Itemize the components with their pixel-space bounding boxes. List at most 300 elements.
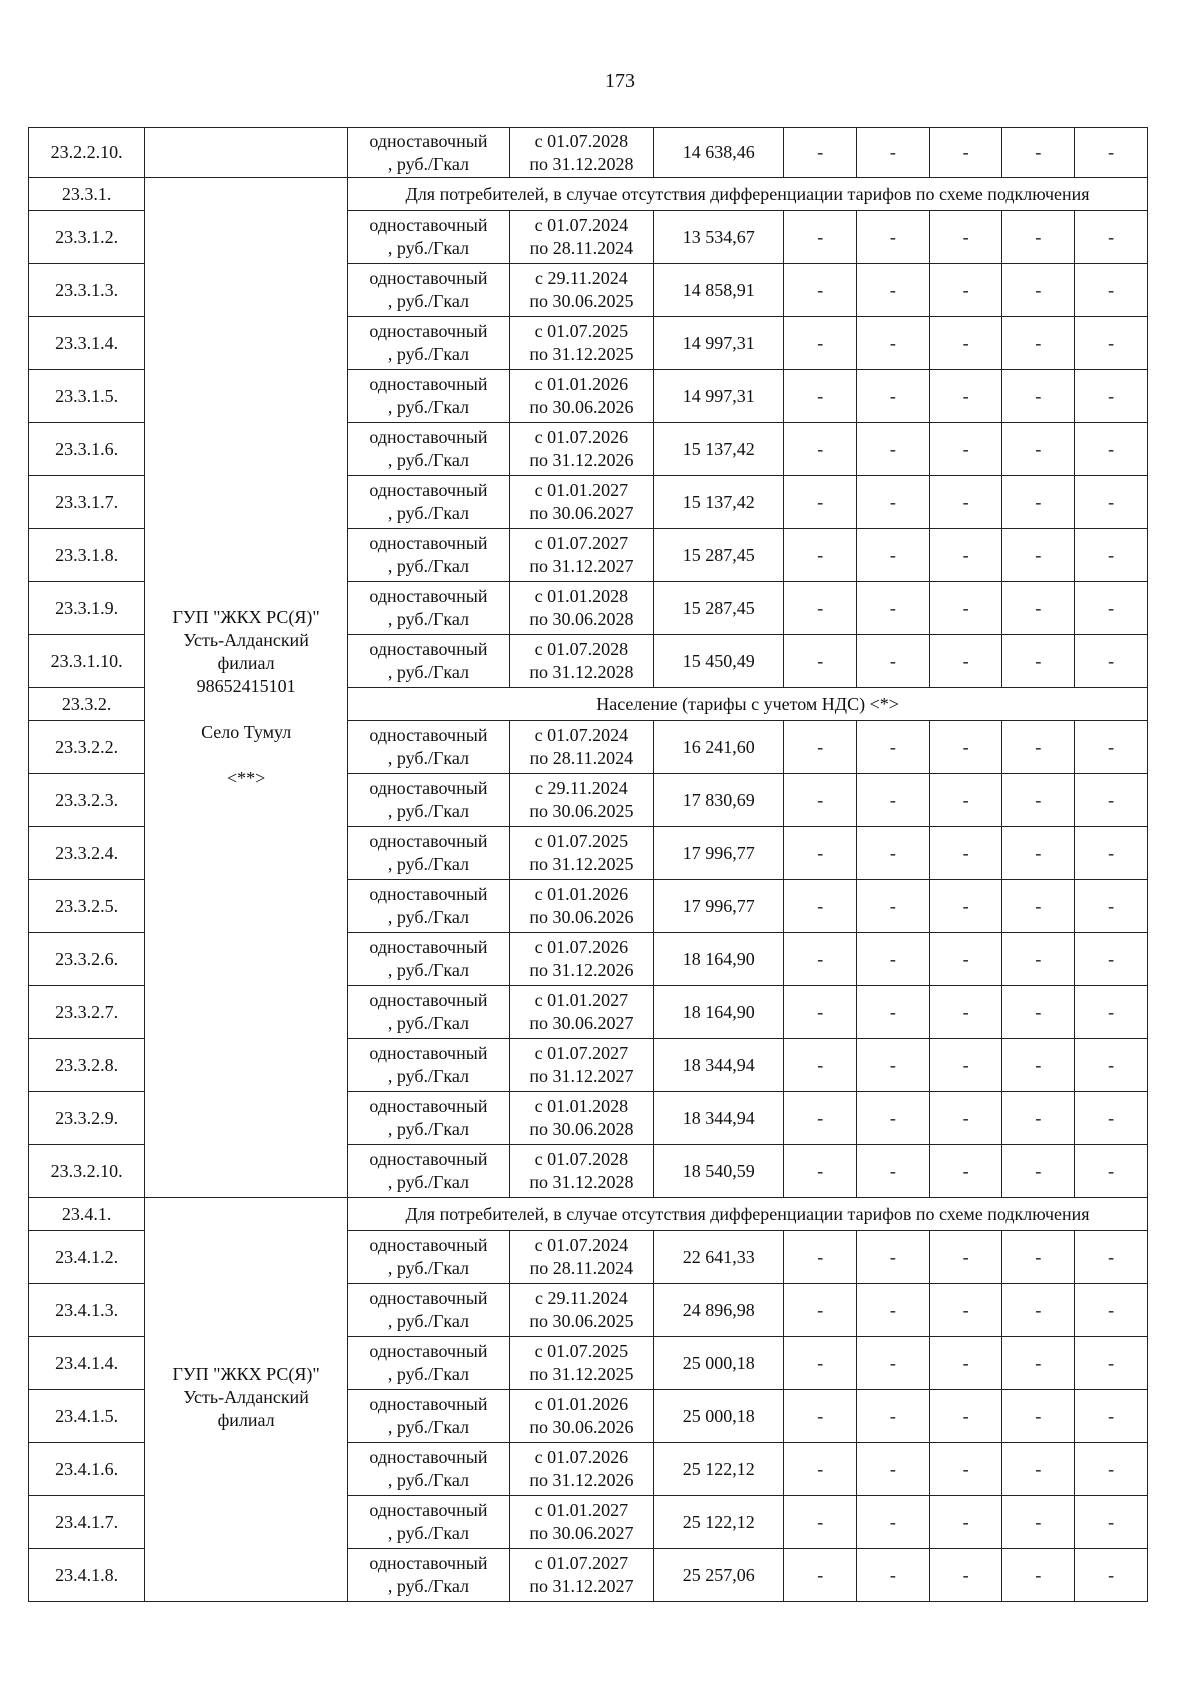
rate-unit: , руб./Гкал	[387, 1119, 470, 1139]
rate-unit: , руб./Гкал	[387, 397, 470, 417]
organization-line2: Усть-Алданский	[183, 1387, 309, 1407]
period-from: с 01.07.2028	[534, 1149, 629, 1169]
dash-cell: -	[929, 317, 1002, 370]
dash-cell: -	[1075, 1231, 1148, 1284]
dash-cell: -	[784, 476, 857, 529]
period-from: с 01.07.2024	[534, 215, 629, 235]
rate-type: одноставочный	[369, 725, 488, 745]
row-number: 23.3.2.3.	[29, 774, 145, 827]
dash-cell: -	[929, 211, 1002, 264]
rate-type-cell	[348, 986, 510, 1039]
dash-cell: -	[929, 635, 1002, 688]
dash-cell: -	[857, 370, 930, 423]
dash-cell: -	[784, 264, 857, 317]
dash-cell: -	[1002, 476, 1075, 529]
rate-type-cell	[348, 370, 510, 423]
period-cell	[509, 582, 653, 635]
period-cell	[509, 1092, 653, 1145]
tariff-value: 13 534,67	[654, 211, 784, 264]
dash-cell: -	[1002, 128, 1075, 178]
rate-type-cell	[348, 880, 510, 933]
row-number: 23.3.1.10.	[29, 635, 145, 688]
dash-cell: -	[1075, 933, 1148, 986]
period-to: по 31.12.2028	[529, 1172, 634, 1192]
dash-cell: -	[1075, 827, 1148, 880]
section-note: Для потребителей, в случае отсутствия дифференциации тарифов по схеме подключения	[348, 178, 1148, 211]
dash-cell: -	[784, 721, 857, 774]
dash-cell: -	[857, 774, 930, 827]
tariff-value: 17 996,77	[654, 880, 784, 933]
dash-cell: -	[1002, 1390, 1075, 1443]
dash-cell: -	[1075, 635, 1148, 688]
dash-cell: -	[1002, 1443, 1075, 1496]
row-number: 23.4.1.5.	[29, 1390, 145, 1443]
row-number: 23.3.2.7.	[29, 986, 145, 1039]
dash-cell: -	[929, 1496, 1002, 1549]
tariff-value: 25 000,18	[654, 1390, 784, 1443]
rate-type-cell	[348, 1092, 510, 1145]
rate-unit: , руб./Гкал	[387, 344, 470, 364]
dash-cell: -	[1075, 986, 1148, 1039]
period-to: по 30.06.2026	[529, 1417, 634, 1437]
dash-cell: -	[784, 211, 857, 264]
rate-type-cell	[348, 1039, 510, 1092]
rate-type-cell	[348, 1337, 510, 1390]
dash-cell: -	[929, 986, 1002, 1039]
tariff-value: 16 241,60	[654, 721, 784, 774]
dash-cell: -	[857, 933, 930, 986]
rate-unit: , руб./Гкал	[387, 1523, 470, 1543]
period-cell	[509, 529, 653, 582]
period-to: по 31.12.2026	[529, 1470, 634, 1490]
period-from: с 01.01.2028	[534, 1096, 629, 1116]
row-number: 23.4.1.4.	[29, 1337, 145, 1390]
tariff-value: 25 257,06	[654, 1549, 784, 1602]
period-to: по 30.06.2028	[529, 609, 634, 629]
period-from: с 01.01.2027	[534, 990, 629, 1010]
dash-cell: -	[929, 370, 1002, 423]
dash-cell: -	[857, 211, 930, 264]
period-from: с 01.07.2027	[534, 1043, 629, 1063]
rate-unit: , руб./Гкал	[387, 748, 470, 768]
period-from: с 01.07.2025	[534, 1341, 629, 1361]
period-from: с 01.01.2027	[534, 1500, 629, 1520]
period-from: с 01.01.2028	[534, 586, 629, 606]
rate-type: одноставочный	[369, 937, 488, 957]
dash-cell: -	[857, 635, 930, 688]
dash-cell: -	[784, 1231, 857, 1284]
period-to: по 31.12.2027	[529, 556, 634, 576]
tariff-value: 18 344,94	[654, 1092, 784, 1145]
dash-cell: -	[857, 423, 930, 476]
dash-cell: -	[929, 264, 1002, 317]
dash-cell: -	[1075, 264, 1148, 317]
dash-cell: -	[1002, 423, 1075, 476]
row-number: 23.4.1.8.	[29, 1549, 145, 1602]
dash-cell: -	[1002, 317, 1075, 370]
dash-cell: -	[929, 1039, 1002, 1092]
period-from: с 01.07.2026	[534, 1447, 629, 1467]
rate-type-cell	[348, 774, 510, 827]
dash-cell: -	[929, 1390, 1002, 1443]
rate-type-cell	[348, 721, 510, 774]
row-number: 23.3.1.4.	[29, 317, 145, 370]
dash-cell: -	[857, 880, 930, 933]
section-number: 23.3.2.	[29, 688, 145, 721]
rate-type-cell	[348, 1549, 510, 1602]
tariff-value: 25 122,12	[654, 1443, 784, 1496]
row-number: 23.3.2.9.	[29, 1092, 145, 1145]
rate-unit: , руб./Гкал	[387, 662, 470, 682]
dash-cell: -	[1002, 880, 1075, 933]
tariff-value: 18 344,94	[654, 1039, 784, 1092]
tariff-value: 18 164,90	[654, 986, 784, 1039]
rate-type-cell	[348, 1496, 510, 1549]
rate-type-cell	[348, 1284, 510, 1337]
dash-cell: -	[1075, 1496, 1148, 1549]
dash-cell: -	[1002, 211, 1075, 264]
tariff-value: 17 830,69	[654, 774, 784, 827]
dash-cell: -	[1075, 1145, 1148, 1198]
rate-type: одноставочный	[369, 215, 488, 235]
dash-cell: -	[1075, 423, 1148, 476]
period-cell	[509, 1231, 653, 1284]
period-from: с 01.01.2027	[534, 480, 629, 500]
organization-line3: филиал	[217, 653, 275, 673]
dash-cell: -	[784, 529, 857, 582]
rate-type: одноставочный	[369, 884, 488, 904]
rate-type: одноставочный	[369, 778, 488, 798]
dash-cell: -	[1075, 1549, 1148, 1602]
period-to: по 31.12.2025	[529, 344, 634, 364]
tariff-value: 14 997,31	[654, 317, 784, 370]
period-to: по 28.11.2024	[529, 1258, 634, 1278]
dash-cell: -	[857, 529, 930, 582]
row-number: 23.3.2.6.	[29, 933, 145, 986]
period-to: по 28.11.2024	[529, 238, 634, 258]
dash-cell: -	[1002, 1231, 1075, 1284]
period-to: по 30.06.2025	[529, 801, 634, 821]
dash-cell: -	[857, 1549, 930, 1602]
rate-type: одноставочный	[369, 639, 488, 659]
dash-cell: -	[1075, 880, 1148, 933]
page-number: 173	[605, 70, 635, 92]
dash-cell: -	[857, 1092, 930, 1145]
dash-cell: -	[1002, 827, 1075, 880]
rate-type: одноставочный	[369, 1447, 488, 1467]
rate-type-cell	[348, 933, 510, 986]
tariff-table	[28, 127, 1148, 1602]
period-from: с 01.07.2028	[534, 130, 629, 151]
dash-cell: -	[929, 1145, 1002, 1198]
period-from: с 29.11.2024	[534, 1288, 628, 1308]
dash-cell: -	[857, 264, 930, 317]
rate-type-cell	[348, 827, 510, 880]
period-to: по 31.12.2027	[529, 1066, 634, 1086]
period-to: по 30.06.2027	[529, 1523, 634, 1543]
dash-cell: -	[857, 1284, 930, 1337]
dash-cell: -	[1002, 933, 1075, 986]
period-to: по 30.06.2025	[529, 1311, 634, 1331]
dash-cell: -	[784, 880, 857, 933]
rate-type: одноставочный	[369, 374, 488, 394]
rate-type: одноставочный	[369, 480, 488, 500]
tariff-value: 18 540,59	[654, 1145, 784, 1198]
section-note: Население (тарифы с учетом НДС) <*>	[348, 688, 1148, 721]
period-cell	[509, 1496, 653, 1549]
rate-unit: , руб./Гкал	[387, 153, 470, 174]
period-from: с 01.07.2024	[534, 1235, 629, 1255]
dash-cell: -	[784, 1496, 857, 1549]
period-to: по 30.06.2026	[529, 397, 634, 417]
dash-cell: -	[857, 1231, 930, 1284]
section-header-row	[29, 1198, 1148, 1231]
dash-cell: -	[857, 1039, 930, 1092]
organization-cell	[145, 128, 348, 178]
rate-unit: , руб./Гкал	[387, 1066, 470, 1086]
row-number: 23.3.1.8.	[29, 529, 145, 582]
tariff-value: 17 996,77	[654, 827, 784, 880]
dash-cell: -	[1002, 582, 1075, 635]
rate-type-cell	[348, 1145, 510, 1198]
period-from: с 01.07.2027	[534, 1553, 629, 1573]
rate-type-cell	[348, 476, 510, 529]
period-to: по 30.06.2026	[529, 907, 634, 927]
period-from: с 29.11.2024	[534, 268, 628, 288]
period-cell	[509, 827, 653, 880]
rate-type: одноставочный	[369, 1235, 488, 1255]
dash-cell: -	[1075, 1443, 1148, 1496]
dash-cell: -	[784, 370, 857, 423]
dash-cell: -	[857, 128, 930, 178]
period-cell	[509, 1145, 653, 1198]
rate-type: одноставочный	[369, 586, 488, 606]
dash-cell: -	[929, 721, 1002, 774]
tariff-value: 25 122,12	[654, 1496, 784, 1549]
period-to: по 31.12.2028	[529, 662, 634, 682]
period-from: с 01.07.2026	[534, 427, 629, 447]
dash-cell: -	[784, 774, 857, 827]
dash-cell: -	[1002, 1039, 1075, 1092]
period-to: по 31.12.2027	[529, 1576, 634, 1596]
period-cell	[509, 933, 653, 986]
dash-cell: -	[929, 1549, 1002, 1602]
period-to: по 28.11.2024	[529, 748, 634, 768]
organization-line1: ГУП "ЖКХ РС(Я)"	[172, 1364, 320, 1384]
period-cell	[509, 1549, 653, 1602]
row-number: 23.4.1.7.	[29, 1496, 145, 1549]
dash-cell: -	[784, 423, 857, 476]
rate-type: одноставочный	[369, 427, 488, 447]
period-cell	[509, 1284, 653, 1337]
dash-cell: -	[784, 1390, 857, 1443]
period-cell	[509, 880, 653, 933]
tariff-value: 15 287,45	[654, 529, 784, 582]
period-cell	[509, 1039, 653, 1092]
rate-unit: , руб./Гкал	[387, 907, 470, 927]
row-number: 23.3.1.9.	[29, 582, 145, 635]
rate-type: одноставочный	[369, 268, 488, 288]
section-number: 23.4.1.	[29, 1198, 145, 1231]
dash-cell: -	[929, 128, 1002, 178]
dash-cell: -	[929, 1443, 1002, 1496]
dash-cell: -	[857, 582, 930, 635]
period-from: с 01.07.2025	[534, 831, 629, 851]
rate-type-cell	[348, 211, 510, 264]
row-number: 23.4.1.3.	[29, 1284, 145, 1337]
period-cell	[509, 1390, 653, 1443]
rate-type: одноставочный	[369, 1394, 488, 1414]
section-number: 23.3.1.	[29, 178, 145, 211]
dash-cell: -	[784, 1443, 857, 1496]
dash-cell: -	[784, 582, 857, 635]
dash-cell: -	[1002, 1496, 1075, 1549]
dash-cell: -	[784, 317, 857, 370]
period-to: по 30.06.2025	[529, 291, 634, 311]
period-to: по 30.06.2027	[529, 503, 634, 523]
period-cell	[509, 128, 653, 178]
dash-cell: -	[784, 1039, 857, 1092]
tariff-value: 22 641,33	[654, 1231, 784, 1284]
row-number: 23.3.2.4.	[29, 827, 145, 880]
dash-cell: -	[857, 1443, 930, 1496]
dash-cell: -	[1002, 635, 1075, 688]
dash-cell: -	[857, 1337, 930, 1390]
rate-type: одноставочный	[369, 1288, 488, 1308]
period-cell	[509, 721, 653, 774]
row-number: 23.4.1.6.	[29, 1443, 145, 1496]
period-cell	[509, 211, 653, 264]
rate-unit: , руб./Гкал	[387, 801, 470, 821]
row-number: 23.3.2.5.	[29, 880, 145, 933]
period-cell	[509, 986, 653, 1039]
dash-cell: -	[929, 1092, 1002, 1145]
period-to: по 31.12.2026	[529, 960, 634, 980]
dash-cell: -	[784, 128, 857, 178]
row-number: 23.4.1.2.	[29, 1231, 145, 1284]
dash-cell: -	[1075, 370, 1148, 423]
tariff-value: 15 137,42	[654, 476, 784, 529]
period-to: по 31.12.2025	[529, 854, 634, 874]
period-to: по 31.12.2025	[529, 1364, 634, 1384]
rate-unit: , руб./Гкал	[387, 450, 470, 470]
dash-cell: -	[784, 1092, 857, 1145]
dash-cell: -	[784, 1284, 857, 1337]
dash-cell: -	[929, 827, 1002, 880]
rate-unit: , руб./Гкал	[387, 556, 470, 576]
dash-cell: -	[1002, 1549, 1075, 1602]
organization-line5: Село Тумул	[201, 722, 292, 742]
rate-type: одноставочный	[369, 1096, 488, 1116]
period-from: с 01.07.2026	[534, 937, 629, 957]
period-from: с 01.07.2028	[534, 639, 629, 659]
organization-line4: 98652415101	[196, 676, 296, 696]
row-number: 23.3.1.2.	[29, 211, 145, 264]
period-cell	[509, 1443, 653, 1496]
period-from: с 01.01.2026	[534, 884, 629, 904]
dash-cell: -	[1075, 128, 1148, 178]
dash-cell: -	[929, 529, 1002, 582]
organization-line2: Усть-Алданский	[183, 630, 309, 650]
tariff-value: 14 997,31	[654, 370, 784, 423]
rate-unit: , руб./Гкал	[387, 609, 470, 629]
rate-type-cell	[348, 1390, 510, 1443]
dash-cell: -	[929, 476, 1002, 529]
dash-cell: -	[929, 1231, 1002, 1284]
rate-type-cell	[348, 529, 510, 582]
rate-type: одноставочный	[369, 1553, 488, 1573]
dash-cell: -	[857, 721, 930, 774]
dash-cell: -	[784, 1145, 857, 1198]
dash-cell: -	[1075, 1337, 1148, 1390]
period-to: по 30.06.2028	[529, 1119, 634, 1139]
rate-type: одноставочный	[369, 130, 488, 151]
rate-type-cell	[348, 423, 510, 476]
dash-cell: -	[1075, 317, 1148, 370]
rate-type: одноставочный	[369, 1500, 488, 1520]
tariff-table-body	[29, 128, 1148, 1602]
dash-cell: -	[1075, 1284, 1148, 1337]
tariff-value: 18 164,90	[654, 933, 784, 986]
dash-cell: -	[1002, 1337, 1075, 1390]
period-cell	[509, 774, 653, 827]
dash-cell: -	[857, 317, 930, 370]
period-to: по 31.12.2026	[529, 450, 634, 470]
period-cell	[509, 370, 653, 423]
rate-type: одноставочный	[369, 1043, 488, 1063]
tariff-value: 14 638,46	[654, 128, 784, 178]
rate-type-cell	[348, 317, 510, 370]
rate-unit: , руб./Гкал	[387, 503, 470, 523]
section-note: Для потребителей, в случае отсутствия дифференциации тарифов по схеме подключения	[348, 1198, 1148, 1231]
rate-unit: , руб./Гкал	[387, 1311, 470, 1331]
period-cell	[509, 317, 653, 370]
period-cell	[509, 264, 653, 317]
rate-unit: , руб./Гкал	[387, 1013, 470, 1033]
dash-cell: -	[1002, 1145, 1075, 1198]
dash-cell: -	[929, 774, 1002, 827]
dash-cell: -	[1075, 211, 1148, 264]
dash-cell: -	[1075, 582, 1148, 635]
period-to: по 31.12.2028	[529, 153, 634, 174]
rate-type-cell	[348, 264, 510, 317]
rate-unit: , руб./Гкал	[387, 1172, 470, 1192]
row-number: 23.3.1.6.	[29, 423, 145, 476]
dash-cell: -	[1002, 1284, 1075, 1337]
dash-cell: -	[929, 1337, 1002, 1390]
dash-cell: -	[929, 880, 1002, 933]
row-number: 23.3.2.8.	[29, 1039, 145, 1092]
period-from: с 01.07.2027	[534, 533, 629, 553]
rate-type: одноставочный	[369, 990, 488, 1010]
period-from: с 01.01.2026	[534, 374, 629, 394]
dash-cell: -	[1075, 1390, 1148, 1443]
row-number: 23.3.1.7.	[29, 476, 145, 529]
dash-cell: -	[929, 582, 1002, 635]
dash-cell: -	[929, 423, 1002, 476]
period-from: с 01.01.2026	[534, 1394, 629, 1414]
period-cell	[509, 476, 653, 529]
dash-cell: -	[784, 827, 857, 880]
dash-cell: -	[1002, 370, 1075, 423]
dash-cell: -	[857, 476, 930, 529]
dash-cell: -	[857, 1390, 930, 1443]
tariff-value: 15 450,49	[654, 635, 784, 688]
row-number: 23.2.2.10.	[29, 128, 145, 178]
rate-type: одноставочный	[369, 321, 488, 341]
rate-type-cell	[348, 1443, 510, 1496]
dash-cell: -	[1002, 721, 1075, 774]
